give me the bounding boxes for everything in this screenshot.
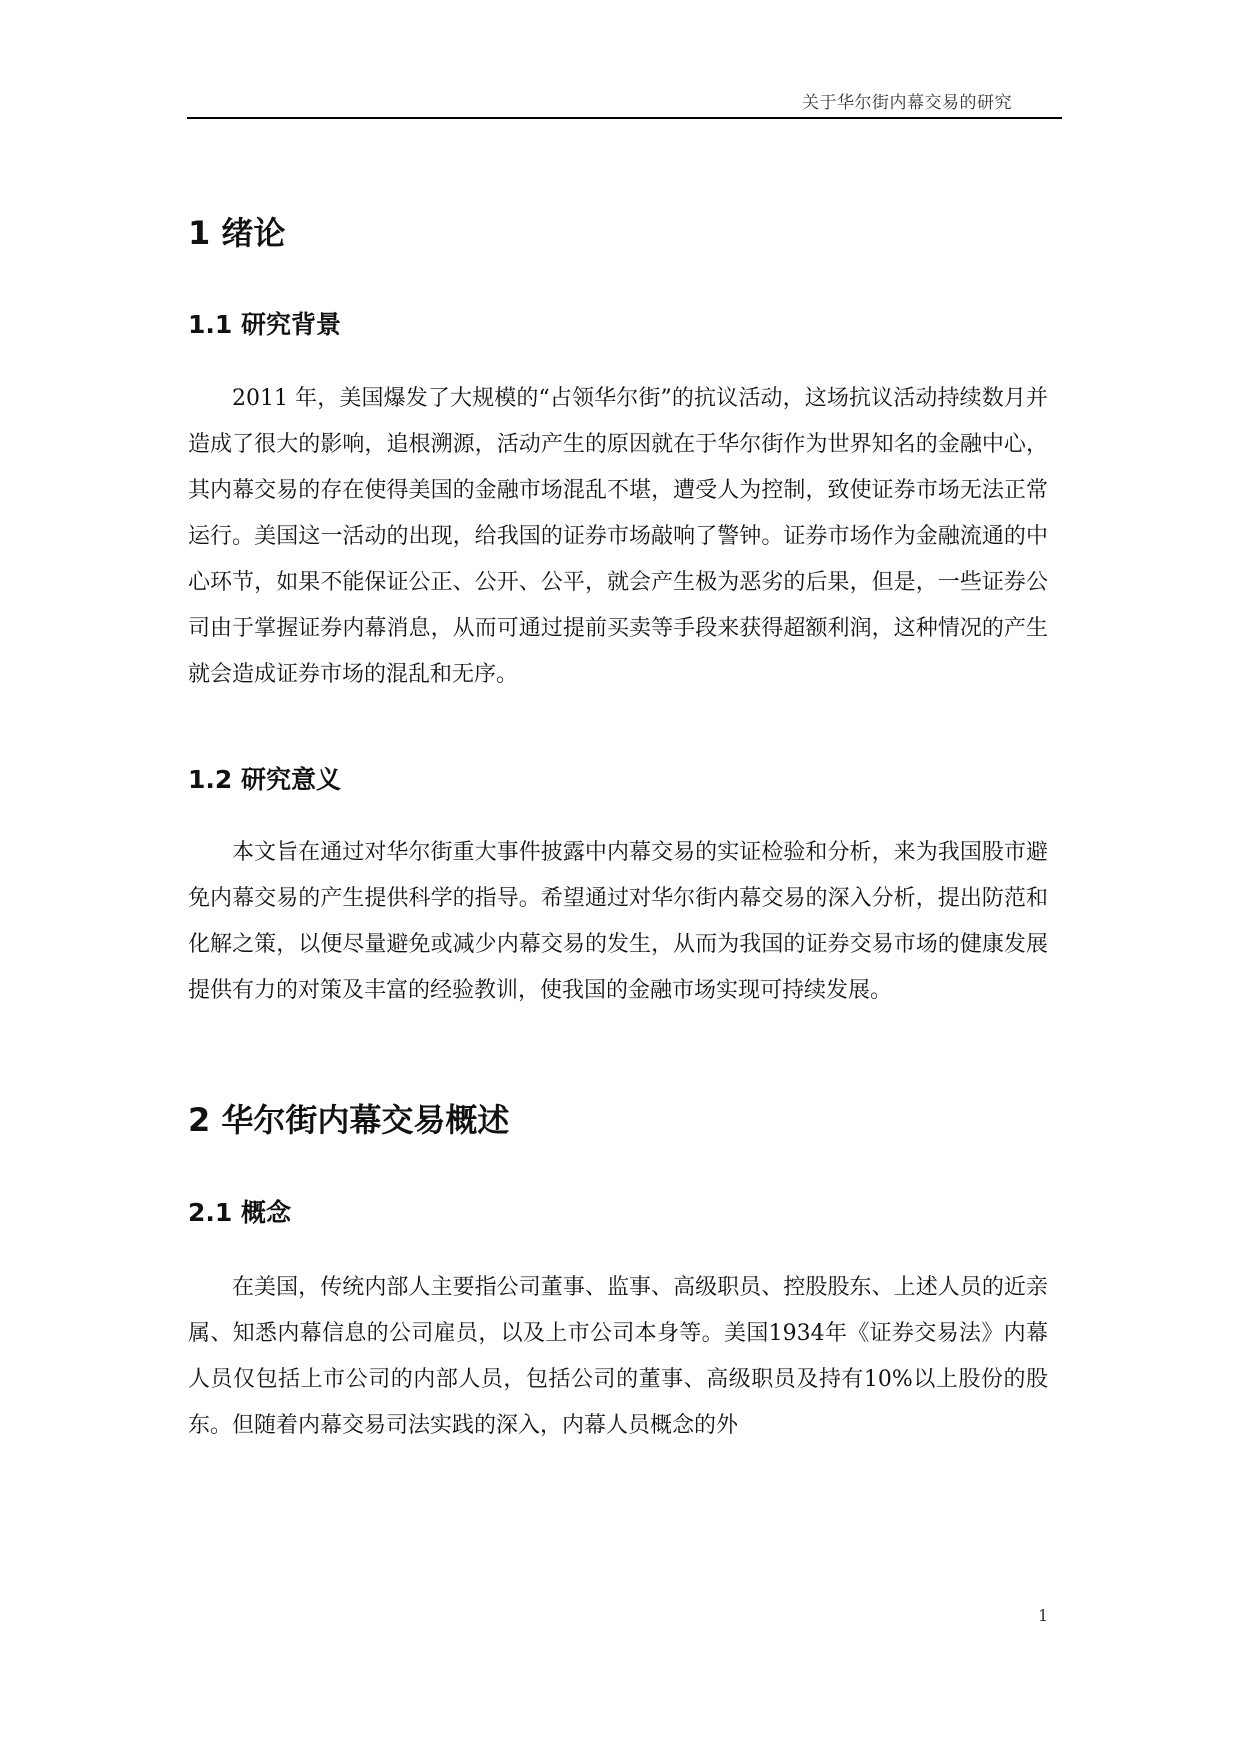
heading-chapter-1: 1 绪论 xyxy=(188,214,286,252)
paragraph-concept: 在美国，传统内部人主要指公司董事、监事、高级职员、控股股东、上述人员的近亲属、知悉内幕信息的公司雇员，以及上市公司本身等。美国1934年《证券交易法》内幕人员仅包括上市公司的内部人员，包括公司的董事、高级职员及持有10%以上股份的股东。但随着内幕交易司法实践的深入，内幕人员概念的外 xyxy=(188,1275,1048,1438)
heading-section-1-2: 1.2 研究意义 xyxy=(188,765,341,794)
running-header xyxy=(187,86,1062,119)
heading-section-2-1: 2.1 概念 xyxy=(188,1198,291,1227)
heading-chapter-2: 2 华尔街内幕交易概述 xyxy=(188,1101,510,1139)
paragraph-research-background: 2011 年，美国爆发了大规模的“占领华尔街”的抗议活动，这场抗议活动持续数月并造成了很大的影响，追根溯源，活动产生的原因就在于华尔街作为世界知名的金融中心，其内幕交易的存在使得美国的金融市场混乱不堪，遭受人为控制，致使证券市场无法正常运行。美国这一活动的出现，给我国的证券市场敲响了警钟。证券市场作为金融流通的中心环节，如果不能保证公正、公开、公平，就会产生极为恶劣的后果，但是，一些证券公司由于掌握证券内幕消息，从而可通过提前买卖等手段来获得超额利润，这种情况的产生就会造成证券市场的混乱和无序。 xyxy=(188,386,1048,687)
running-header-title: 关于华尔街内幕交易的研究 xyxy=(802,93,1012,113)
paragraph-research-significance: 本文旨在通过对华尔街重大事件披露中内幕交易的实证检验和分析，来为我国股市避免内幕交易的产生提供科学的指导。希望通过对华尔街内幕交易的深入分析，提出防范和化解之策，以便尽量避免或减少内幕交易的发生，从而为我国的证券交易市场的健康发展提供有力的对策及丰富的经验教训，使我国的金融市场实现可持续发展。 xyxy=(188,840,1048,1003)
page-number: 1 xyxy=(1038,1606,1049,1625)
heading-section-1-1: 1.1 研究背景 xyxy=(188,310,341,339)
